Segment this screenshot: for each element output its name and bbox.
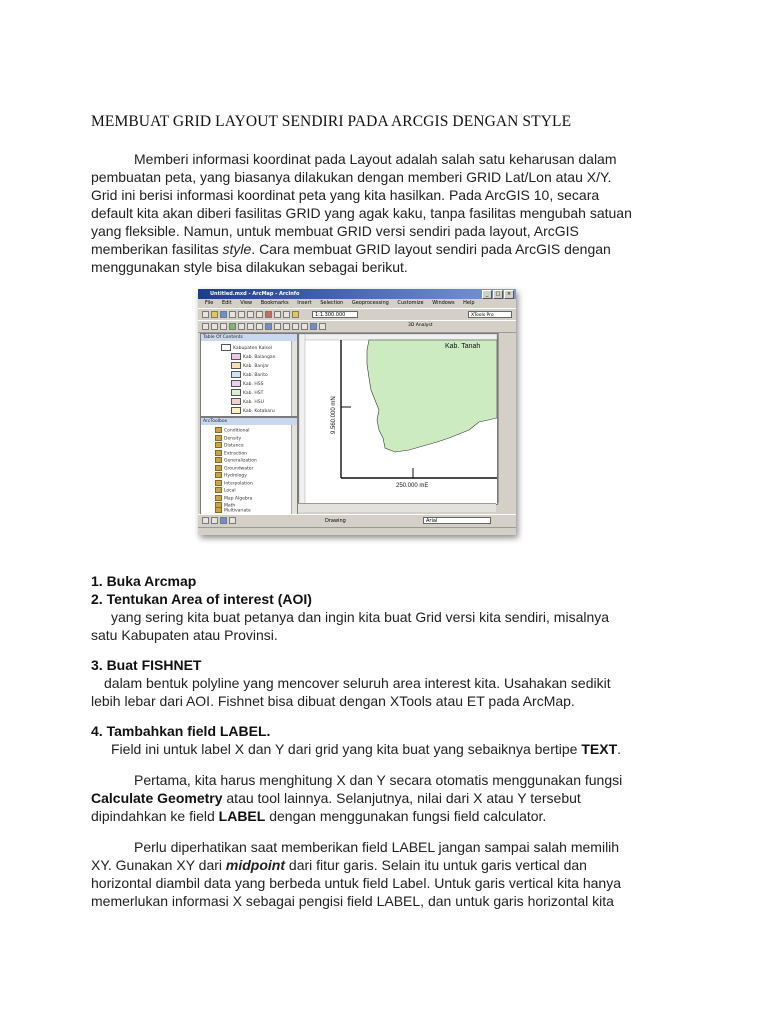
swatch-icon — [231, 380, 241, 387]
toc-layer: Kab. HSS — [231, 380, 263, 387]
drawing-label: Drawing — [325, 518, 346, 524]
hyperlink-icon — [310, 323, 317, 330]
toc-layer: Kab. Balangan — [231, 353, 276, 360]
pan-icon — [220, 323, 227, 330]
intro-line: default kita akan diberi fasilitas GRID yang agak kaku, tanpa fasilitas mengubah satuan — [91, 205, 632, 221]
step-2-text: yang sering kita buat petanya dan ingin kita buat Grid versi kita sendiri, misalnya — [111, 609, 610, 625]
toolbox-item: Groundwater — [215, 465, 253, 472]
full-extent-icon — [229, 323, 236, 330]
toc-layer: Kab. Kotabaru — [231, 407, 275, 414]
undo-icon — [274, 311, 281, 318]
calc-line: Calculate Geometry atau tool lainnya. Selanjutnya, nilai dari X atau Y tersebut — [91, 790, 581, 806]
font-box: Arial — [423, 517, 491, 524]
step-3-heading: 3. Buat FISHNET — [91, 657, 202, 673]
delete-icon — [265, 311, 272, 318]
menu-item: Insert — [297, 300, 312, 306]
intro-line: Grid ini berisi informasi koordinat peta yang kita hasilkan. Pada ArcGIS 10, secara — [91, 187, 600, 203]
map-horizontal-scrollbar — [298, 503, 496, 512]
note-line: XY. Gunakan XY dari midpoint dari fitur garis. Selain itu untuk garis vertical dan — [91, 857, 587, 873]
toc-header: Table Of Contents — [201, 334, 297, 341]
grid-label-y: 9.560.000 mN — [331, 396, 337, 434]
toolbox-item: Hydrology — [215, 472, 247, 479]
toolbox-item: Extraction — [215, 450, 247, 457]
toolbox-item: Multivariate — [215, 507, 251, 514]
page-title: MEMBUAT GRID LAYOUT SENDIRI PADA ARCGIS DENGAN STYLE — [91, 113, 572, 130]
intro-line: yang fleksible. Namun, untuk membuat GRID versi sendiri pada layout, ArcGIS — [91, 223, 579, 239]
save-icon — [220, 311, 227, 318]
swatch-icon — [231, 398, 241, 405]
menu-item: Bookmarks — [260, 300, 289, 306]
pause-icon — [229, 517, 236, 524]
top-ruler — [299, 334, 497, 340]
measure-icon — [301, 323, 308, 330]
table-of-contents-panel — [200, 333, 298, 417]
toolbox-item: Distance — [215, 442, 244, 449]
status-bar — [198, 527, 516, 535]
toolbox-item: Density — [215, 435, 241, 442]
pointer-icon — [274, 323, 281, 330]
copy-icon — [247, 311, 254, 318]
forward-icon — [256, 323, 263, 330]
zoom-out-icon — [211, 323, 218, 330]
swatch-icon — [231, 362, 241, 369]
toc-scrollbar — [291, 341, 297, 416]
3d-analyst-label: 3D Analyst — [408, 323, 433, 328]
menu-item: Geoprocessing — [351, 300, 389, 306]
intro-line: Memberi informasi koordinat pada Layout adalah salah satu keharusan dalam — [134, 151, 617, 167]
arcmap-screenshot — [198, 289, 516, 535]
toolbox-scrollbar — [291, 425, 297, 514]
step-3-text: dalam bentuk polyline yang mencover seluruh area interest kita. Usahakan sedikit — [104, 675, 611, 691]
toolbox-item: Math — [215, 502, 235, 509]
toc-layer-group: Kabupaten Kalsel — [221, 344, 272, 351]
grid-label-x: 250.000 mE — [396, 483, 429, 489]
find-icon — [292, 323, 299, 330]
menu-item: View — [240, 300, 253, 306]
arctoolbox-panel — [200, 417, 298, 515]
window-titlebar — [198, 289, 516, 299]
toolbox-item: Map Algebra — [215, 495, 252, 502]
print-icon — [229, 311, 236, 318]
tools-toolbar — [198, 320, 516, 333]
time-slider-icon — [319, 323, 326, 330]
toolbox-header: ArcToolbox — [201, 418, 297, 425]
menu-item: File — [205, 300, 214, 306]
identify-icon — [283, 323, 290, 330]
refresh-icon — [220, 517, 227, 524]
toc-layer: Kab. Barito — [231, 371, 268, 378]
intro-line: memberikan fasilitas style. Cara membuat GRID layout sendiri pada ArcGIS dengan — [91, 241, 611, 257]
minimize-icon: _ — [482, 290, 492, 299]
land-polygon — [367, 340, 497, 452]
intro-line: menggunakan style bisa dilakukan sebagai berikut. — [91, 259, 408, 275]
toc-layer: Kab. HSU — [231, 398, 264, 405]
toc-layer: Kab. HST — [231, 389, 263, 396]
scale-box: 1:1.300.000 — [312, 311, 358, 318]
checkbox-icon — [221, 344, 231, 351]
toolbox-item: Local — [215, 487, 236, 494]
map-layout-view — [298, 333, 498, 505]
intro-line: pembuatan peta, yang biasanya dilakukan dengan memberi GRID Lat/Lon atau X/Y. — [91, 169, 612, 185]
step-2-heading: 2. Tentukan Area of interest (AOI) — [91, 591, 312, 607]
layout-toolbar-vertical — [498, 333, 513, 503]
swatch-icon — [231, 371, 241, 378]
note-line: memerlukan informasi X sebagai pengisi field LABEL, dan untuk garis horizontal kita — [91, 893, 614, 909]
paste-icon — [256, 311, 263, 318]
data-view-icon — [211, 517, 218, 524]
add-data-icon — [292, 311, 299, 318]
fixed-zoom-icon — [238, 323, 245, 330]
swatch-icon — [231, 407, 241, 414]
select-icon — [265, 323, 272, 330]
step-2-text: satu Kabupaten atau Provinsi. — [91, 627, 278, 643]
toolbox-item: Interpolation — [215, 480, 253, 487]
step-4-text: Field ini untuk label X dan Y dari grid yang kita buat yang sebaiknya bertipe TEXT. — [111, 741, 622, 757]
step-3-text: lebih lebar dari AOI. Fishnet bisa dibuat dengan XTools atau ET pada ArcMap. — [91, 693, 575, 709]
toc-layer: Kab. Banjar — [231, 362, 269, 369]
step-1-heading: 1. Buka Arcmap — [91, 573, 197, 589]
left-ruler — [299, 334, 305, 504]
menu-item: Customize — [397, 300, 424, 306]
menu-item: Selection — [320, 300, 344, 306]
drawing-toolbar — [198, 514, 516, 527]
calc-line: dipindahkan ke field LABEL dengan menggunakan fungsi field calculator. — [91, 808, 547, 824]
note-line: horizontal diambil data yang berbeda untuk field Label. Untuk garis vertical kita hanya — [91, 875, 621, 891]
step-4-heading: 4. Tambahkan field LABEL. — [91, 723, 271, 739]
back-icon — [247, 323, 254, 330]
close-icon: × — [504, 290, 514, 299]
map-canvas — [299, 334, 497, 504]
layout-view-icon — [202, 517, 209, 524]
menu-bar — [198, 299, 516, 307]
map-place-label: Kab. Tanah — [445, 343, 481, 350]
toolbox-item: Conditional — [215, 427, 249, 434]
new-icon — [202, 311, 209, 318]
menu-item: Help — [463, 300, 475, 306]
xtools-box: XTools Pro — [468, 311, 512, 318]
calc-line: Pertama, kita harus menghitung X dan Y secara otomatis menggunakan fungsi — [134, 772, 623, 788]
redo-icon — [283, 311, 290, 318]
toolbox-item: Generalization — [215, 457, 257, 464]
cut-icon — [238, 311, 245, 318]
swatch-icon — [231, 353, 241, 360]
maximize-icon: □ — [493, 290, 503, 299]
zoom-in-icon — [202, 323, 209, 330]
swatch-icon — [231, 389, 241, 396]
menu-item: Windows — [432, 300, 455, 306]
menu-item: Edit — [221, 300, 232, 306]
window-title: Untitled.mxd - ArcMap - ArcInfo — [210, 291, 300, 297]
open-icon — [211, 311, 218, 318]
note-line: Perlu diperhatikan saat memberikan field LABEL jangan sampai salah memilih — [134, 839, 620, 855]
